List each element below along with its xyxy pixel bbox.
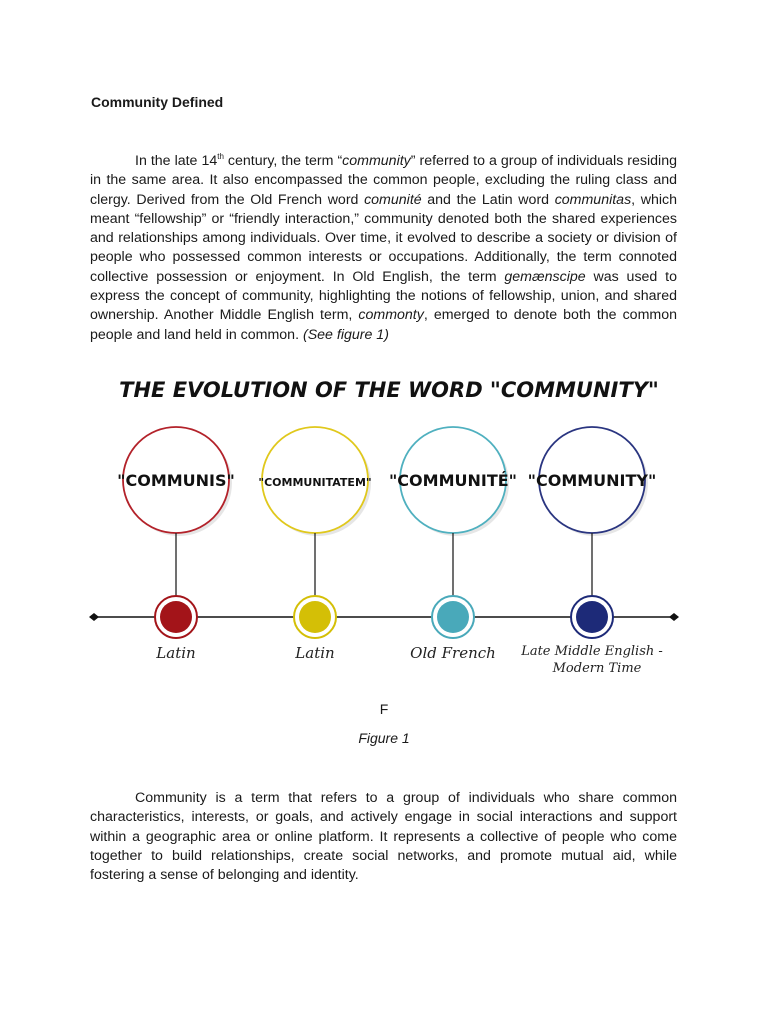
timeline-stage [258,427,371,662]
italic-term-comunite: comunité [364,191,422,208]
timeline-dot [299,601,331,633]
italic-term-gemaenscipe: gemænscipe [504,268,586,285]
text-run: , emerged to denote both the common people and land held in common. [90,307,677,343]
timeline-dot [437,601,469,633]
figure-caption: Figure 1 [358,730,410,746]
stage-word: "COMMUNITATEM" [258,476,372,489]
paragraph-definition [90,789,677,885]
text-run: century, the term “ [223,153,343,169]
italic-term-communitas: communitas [554,191,632,208]
timeline-dot [576,601,608,633]
superscript-th: th [217,152,224,161]
stage-word: "COMMUNITÉ" [388,471,518,490]
text-run: was used to express the concept of community, highlighting the notions of fellowship, union, and shared ownership. Another Middle English term, [90,268,677,324]
italic-term-community: community [342,153,411,169]
timeline-stage [117,427,235,662]
timeline-end-marker [669,613,679,621]
infographic-title: THE EVOLUTION OF THE WORD "COMMUNITY" [119,378,659,402]
stage-language: Latin [295,644,335,662]
stage-language-line2: Modern Time [552,661,642,676]
stage-word: "COMMUNIS" [117,471,235,490]
italic-term-commonty: commonty [358,307,424,324]
figure-marker: F [379,701,389,717]
stage-word: "COMMUNITY" [527,471,657,490]
paragraph-etymology [90,152,677,357]
timeline-stages [117,427,663,676]
infographic-svg [88,357,680,695]
figure-reference: (See figure 1) [302,326,389,343]
stage-language: Old French [410,644,496,662]
text-run: In the late 14 [135,153,218,169]
timeline-stage [520,427,663,676]
timeline-start-marker [89,613,99,621]
evolution-infographic [88,357,680,695]
timeline-dot [160,601,192,633]
section-heading: Community Defined [91,94,224,110]
text-run: Community is a term that refers to a group of individuals who share common characteristics, interests, or goals, and actively engage in social interactions and support within a geographic area or online platform. It represents a collective of people who come together to build relationships, create social networks, and promote mutual aid, while fostering a sense of belonging and identity. [90,790,677,884]
stage-language: Late Middle English - [521,644,663,659]
text-run: , which meant “fellowship” or “friendly interaction,” community denoted both the shared experiences and relationships among individuals. Over time, it evolved to describe a society or division of people who possessed common interests or occupations. Additionally, the term connoted collective possession or enjoyment. In Old English, the term [90,191,677,285]
text-run: and the Latin word [421,191,555,208]
text-run: ” referred to a group of individuals residing in the same area. It also encompassed the common people, excluding the ruling class and clergy. Derived from the Old French word [90,153,677,208]
timeline-stage [389,427,517,662]
stage-language: Latin [156,644,196,662]
